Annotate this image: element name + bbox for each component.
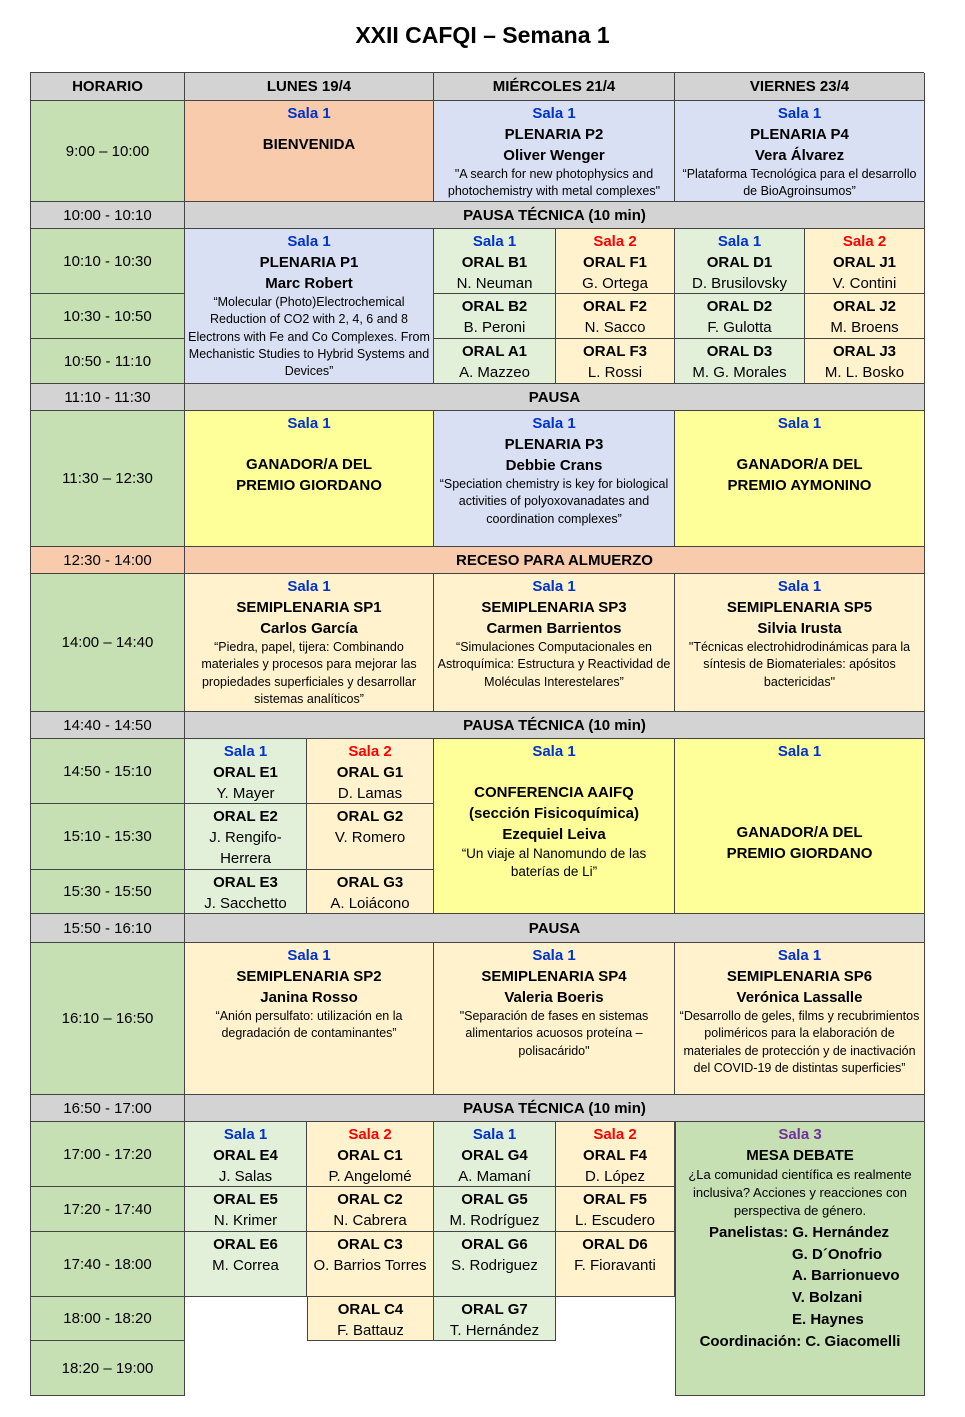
panelist: Panelistas: G. Hernández — [709, 1223, 890, 1241]
room-label: Sala 1 — [223, 1126, 268, 1143]
speaker: N. Neuman — [456, 275, 533, 292]
talk-title: ¿La comunidad científica es realmente inclusiva? Acciones y reacciones con perspectiva de género. — [688, 1167, 912, 1218]
time-slot: 18:20 – 19:00 — [31, 1341, 185, 1396]
oral-code: ORAL D6 — [582, 1236, 648, 1253]
oral-code: ORAL D2 — [706, 298, 773, 315]
room-label: Sala 1 — [532, 415, 576, 432]
schedule-table — [30, 72, 924, 1396]
session-conferencia-aaifq — [434, 739, 675, 914]
time-slot: 15:30 - 15:50 — [31, 870, 185, 914]
room-label: Sala 1 — [532, 105, 576, 122]
speaker: Oliver Wenger — [503, 147, 605, 164]
oral-code: ORAL G5 — [461, 1191, 528, 1208]
session-title: PLENARIA P4 — [750, 126, 849, 143]
session-plenaria-p4 — [675, 101, 925, 202]
talk-title: “Speciation chemistry is key for biological activities of polyoxovanadates and coordination complexes” — [439, 477, 669, 526]
session-semiplenaria-sp5 — [675, 574, 925, 712]
oral-code: ORAL J1 — [832, 254, 897, 271]
time-slot: 9:00 – 10:00 — [31, 101, 185, 202]
oral-slot — [307, 1232, 434, 1297]
room-label: Sala 1 — [472, 233, 517, 250]
oral-slot — [556, 1232, 675, 1297]
time-slot: 15:10 - 15:30 — [31, 804, 185, 870]
oral-slot — [556, 339, 675, 384]
oral-slot — [556, 294, 675, 339]
session-semiplenaria-sp3 — [434, 574, 675, 712]
session-bienvenida — [185, 101, 434, 202]
empty-cell — [556, 1297, 675, 1396]
header-viernes: VIERNES 23/4 — [675, 73, 925, 101]
time-slot: 10:30 - 10:50 — [31, 294, 185, 339]
page-title: XXII CAFQI – Semana 1 — [355, 22, 610, 48]
oral-code: ORAL F3 — [583, 343, 647, 360]
room-label: Sala 1 — [717, 233, 762, 250]
room-label: Sala 2 — [593, 1126, 637, 1143]
panelist: A. Barrionuevo — [792, 1267, 900, 1285]
oral-slot — [434, 1232, 556, 1297]
session-semiplenaria-sp2 — [185, 943, 434, 1095]
speaker: S. Rodriguez — [451, 1257, 538, 1274]
speaker: O. Barrios Torres — [313, 1257, 427, 1274]
room-label: Sala 1 — [777, 578, 822, 595]
speaker: M. L. Bosko — [824, 364, 905, 381]
talk-title: “Molecular (Photo)Electrochemical Reduction of CO2 with 2, 4, 6 and 8 Electrons with Fe and Co Complexes. From Mechanistic Studies to Hybrid Systems and Devices” — [188, 295, 430, 378]
oral-slot — [185, 1187, 307, 1232]
oral-slot — [307, 804, 434, 870]
session-plenaria-p3 — [434, 411, 675, 547]
speaker: J. Salas — [218, 1168, 273, 1185]
session-title: PREMIO GIORDANO — [236, 477, 382, 494]
room-label: Sala 1 — [532, 578, 576, 595]
panelist: V. Bolzani — [792, 1289, 863, 1307]
room-label: Sala 1 — [532, 947, 576, 964]
time-slot: 14:50 - 15:10 — [31, 739, 185, 804]
session-plenaria-p2 — [434, 101, 675, 202]
speaker: Ezequiel Leiva — [502, 826, 606, 843]
session-title: BIENVENIDA — [262, 136, 356, 153]
room-label: Sala 1 — [532, 743, 576, 760]
time-slot: 11:10 - 11:30 — [31, 384, 185, 411]
speaker: Vera Álvarez — [754, 147, 845, 164]
session-title: GANADOR/A DEL — [736, 456, 863, 473]
break-row: PAUSA TÉCNICA (10 min) — [185, 202, 925, 229]
session-title: SEMIPLENARIA SP4 — [481, 968, 627, 985]
session-title: PLENARIA P3 — [504, 436, 604, 453]
oral-code: ORAL F5 — [583, 1191, 647, 1208]
oral-code: ORAL E3 — [213, 874, 278, 891]
room-label: Sala 3 — [778, 1126, 822, 1143]
oral-slot — [307, 1122, 434, 1187]
time-slot: 15:50 - 16:10 — [31, 914, 185, 943]
speaker: Janina Rosso — [260, 989, 358, 1006]
session-title: GANADOR/A DEL — [245, 456, 373, 473]
oral-code: ORAL G2 — [336, 808, 404, 825]
time-slot: 10:10 - 10:30 — [31, 229, 185, 294]
session-plenaria-p1 — [185, 229, 434, 384]
speaker: J. Sacchetto — [204, 895, 287, 912]
oral-slot — [185, 1232, 307, 1297]
speaker: Valeria Boeris — [504, 989, 604, 1006]
oral-slot — [434, 1297, 556, 1341]
speaker: Marc Robert — [265, 275, 353, 292]
oral-slot — [556, 1187, 675, 1232]
session-title: SEMIPLENARIA SP3 — [481, 599, 627, 616]
time-slot: 18:00 - 18:20 — [31, 1297, 185, 1341]
speaker: F. Fioravanti — [574, 1257, 656, 1274]
break-row: PAUSA — [185, 914, 925, 943]
session-title: PLENARIA P2 — [504, 126, 604, 143]
room-label: Sala 1 — [777, 105, 822, 122]
talk-title: “Plataforma Tecnológica para el desarrollo de BioAgroinsumos” — [682, 167, 917, 199]
time-slot: 16:50 - 17:00 — [31, 1095, 185, 1122]
break-row: PAUSA TÉCNICA (10 min) — [185, 1095, 925, 1122]
session-semiplenaria-sp4 — [434, 943, 675, 1095]
speaker: M. G. Morales — [692, 364, 787, 381]
session-title: SEMIPLENARIA SP2 — [236, 968, 382, 985]
oral-code: ORAL F1 — [583, 254, 647, 271]
oral-slot — [434, 1122, 556, 1187]
session-title: CONFERENCIA AAIFQ — [474, 784, 634, 801]
oral-slot — [675, 339, 805, 384]
speaker: A. Mazzeo — [459, 364, 530, 381]
room-label: Sala 1 — [287, 233, 331, 250]
oral-slot — [805, 339, 925, 384]
session-title: SEMIPLENARIA SP6 — [726, 968, 873, 985]
oral-code: ORAL J2 — [832, 298, 897, 315]
talk-title: “Simulaciones Computacionales en Astroquímica: Estructura y Reactividad de Moléculas Interestelares” — [437, 640, 671, 689]
oral-code: ORAL D3 — [706, 343, 773, 360]
oral-slot — [307, 739, 434, 804]
oral-slot — [307, 1187, 434, 1232]
oral-slot — [805, 229, 925, 294]
room-label: Sala 1 — [287, 415, 331, 432]
session-title: PREMIO AYMONINO — [727, 477, 872, 494]
speaker: D. Brusilovsky — [691, 275, 788, 292]
oral-code: ORAL B1 — [461, 254, 528, 271]
oral-code: ORAL C4 — [337, 1301, 404, 1318]
oral-code: ORAL E6 — [213, 1236, 278, 1253]
oral-code: ORAL C1 — [337, 1147, 403, 1164]
room-label: Sala 2 — [348, 743, 392, 760]
oral-code: ORAL G6 — [461, 1236, 528, 1253]
oral-slot — [185, 804, 307, 870]
session-premio-aymonino — [675, 411, 925, 547]
oral-slot — [307, 870, 434, 914]
time-slot: 10:50 - 11:10 — [31, 339, 185, 384]
time-slot: 14:40 - 14:50 — [31, 712, 185, 739]
oral-code: ORAL F4 — [583, 1147, 647, 1164]
oral-code: ORAL E4 — [213, 1147, 278, 1164]
break-row: PAUSA TÉCNICA (10 min) — [185, 712, 925, 739]
talk-title: "Separación de fases en sistemas alimentarios acuosos proteína –polisacárido" — [459, 1009, 649, 1058]
session-title: SEMIPLENARIA SP5 — [726, 599, 873, 616]
panelist: E. Haynes — [792, 1310, 864, 1328]
speaker: Debbie Crans — [505, 457, 603, 474]
room-label: Sala 1 — [777, 415, 822, 432]
coordinator: Coordinación: C. Giacomelli — [699, 1332, 901, 1350]
talk-title: “Piedra, papel, tijera: Combinando materiales y procesos para mejorar las propiedades superficiales y desarrollar sistemas analíticos” — [201, 640, 417, 706]
speaker: N. Cabrera — [333, 1212, 407, 1229]
oral-code: ORAL G1 — [336, 764, 404, 781]
oral-slot — [185, 870, 307, 914]
panelist: G. D´Onofrio — [792, 1245, 882, 1263]
header-miercoles: MIÉRCOLES 21/4 — [434, 73, 675, 101]
speaker: Verónica Lassalle — [736, 989, 863, 1006]
oral-slot — [307, 1297, 434, 1341]
session-title: MESA DEBATE — [746, 1147, 854, 1164]
time-slot: 12:30 - 14:00 — [31, 547, 185, 574]
oral-slot — [185, 1122, 307, 1187]
room-label: Sala 2 — [593, 233, 637, 250]
time-slot: 17:00 - 17:20 — [31, 1122, 185, 1187]
oral-slot — [185, 739, 307, 804]
session-premio-giordano-2 — [675, 739, 925, 914]
lunch-row: RECESO PARA ALMUERZO — [185, 547, 925, 574]
oral-slot — [556, 1122, 675, 1187]
session-title: PREMIO GIORDANO — [726, 845, 873, 862]
session-title: PLENARIA P1 — [259, 254, 359, 271]
oral-slot — [675, 294, 805, 339]
speaker: P. Angelomé — [328, 1168, 412, 1185]
session-premio-giordano — [185, 411, 434, 547]
speaker: Carmen Barrientos — [486, 620, 622, 637]
empty-cell — [185, 1297, 307, 1396]
panelists-list — [679, 1222, 921, 1331]
room-label: Sala 1 — [223, 743, 268, 760]
speaker: A. Mamaní — [458, 1168, 531, 1185]
speaker: G. Ortega — [582, 275, 648, 292]
speaker: N. Krimer — [213, 1212, 278, 1229]
session-title: GANADOR/A DEL — [736, 824, 863, 841]
room-label: Sala 2 — [842, 233, 887, 250]
session-subtitle: (sección Fisicoquímica) — [468, 805, 640, 822]
room-label: Sala 1 — [287, 578, 331, 595]
oral-code: ORAL A1 — [461, 343, 527, 360]
time-slot: 14:00 – 14:40 — [31, 574, 185, 712]
oral-code: ORAL G3 — [336, 874, 404, 891]
time-slot: 17:20 - 17:40 — [31, 1187, 185, 1232]
oral-code: ORAL G7 — [461, 1301, 528, 1318]
session-semiplenaria-sp6 — [675, 943, 925, 1095]
oral-slot — [434, 229, 556, 294]
oral-slot — [434, 294, 556, 339]
oral-code: ORAL E2 — [213, 808, 278, 825]
oral-code: ORAL F2 — [583, 298, 647, 315]
time-slot: 10:00 - 10:10 — [31, 202, 185, 229]
speaker: M. Correa — [212, 1257, 279, 1274]
room-label: Sala 1 — [777, 743, 822, 760]
room-label: Sala 2 — [348, 1126, 392, 1143]
time-slot: 17:40 - 18:00 — [31, 1232, 185, 1297]
speaker: D. Lamas — [337, 785, 403, 802]
session-title: SEMIPLENARIA SP1 — [236, 599, 382, 616]
speaker: B. Peroni — [463, 319, 526, 336]
talk-title: "A search for new photophysics and photochemistry with metal complexes" — [447, 167, 661, 199]
room-label: Sala 1 — [472, 1126, 517, 1143]
talk-title: "Técnicas electrohidrodinámicas para la síntesis de Biomateriales: apósitos bactericidas" — [688, 640, 911, 689]
speaker: J. Rengifo-Herrera — [209, 829, 282, 867]
oral-slot — [434, 1187, 556, 1232]
oral-code: ORAL G4 — [461, 1147, 528, 1164]
speaker: V. Romero — [334, 829, 406, 846]
speaker: F. Battauz — [337, 1322, 404, 1339]
talk-title: “Desarrollo de geles, films y recubrimientos poliméricos para la elaboración de materiales de protección y de inactivación del COVID-19 de distintas superficies” — [679, 1009, 920, 1075]
time-slot: 16:10 – 16:50 — [31, 943, 185, 1095]
header-horario: HORARIO — [31, 73, 185, 101]
oral-code: ORAL D1 — [706, 254, 773, 271]
talk-title: “Anión persulfato: utilización en la degradación de contaminantes” — [215, 1009, 403, 1041]
speaker: T. Hernández — [449, 1322, 540, 1339]
oral-slot — [675, 229, 805, 294]
empty-cell — [307, 1341, 556, 1396]
room-label: Sala 1 — [287, 947, 331, 964]
speaker: M. Rodríguez — [449, 1212, 540, 1229]
speaker: D. López — [584, 1168, 646, 1185]
room-label: Sala 1 — [287, 105, 331, 122]
speaker: L. Rossi — [587, 364, 643, 381]
oral-slot — [805, 294, 925, 339]
talk-title: “Un viaje al Nanomundo de las baterías de Li” — [461, 846, 647, 879]
speaker: M. Broens — [830, 319, 899, 336]
time-slot: 11:30 – 12:30 — [31, 411, 185, 547]
speaker: N. Sacco — [584, 319, 646, 336]
oral-code: ORAL E5 — [213, 1191, 278, 1208]
oral-slot — [434, 339, 556, 384]
oral-code: ORAL E1 — [213, 764, 278, 781]
speaker: Silvia Irusta — [757, 620, 842, 637]
speaker: F. Gulotta — [707, 319, 772, 336]
oral-code: ORAL B2 — [461, 298, 528, 315]
speaker: V. Contini — [832, 275, 897, 292]
break-row: PAUSA — [185, 384, 925, 411]
header-lunes: LUNES 19/4 — [185, 73, 434, 101]
speaker: L. Escudero — [574, 1212, 656, 1229]
session-semiplenaria-sp1 — [185, 574, 434, 712]
oral-slot — [556, 229, 675, 294]
room-label: Sala 1 — [777, 947, 822, 964]
session-mesa-debate — [675, 1122, 925, 1396]
speaker: Y. Mayer — [216, 785, 275, 802]
oral-code: ORAL C2 — [337, 1191, 403, 1208]
oral-code: ORAL C3 — [337, 1236, 403, 1253]
speaker: Carlos García — [260, 620, 358, 637]
oral-code: ORAL J3 — [832, 343, 897, 360]
speaker: A. Loiácono — [330, 895, 410, 912]
